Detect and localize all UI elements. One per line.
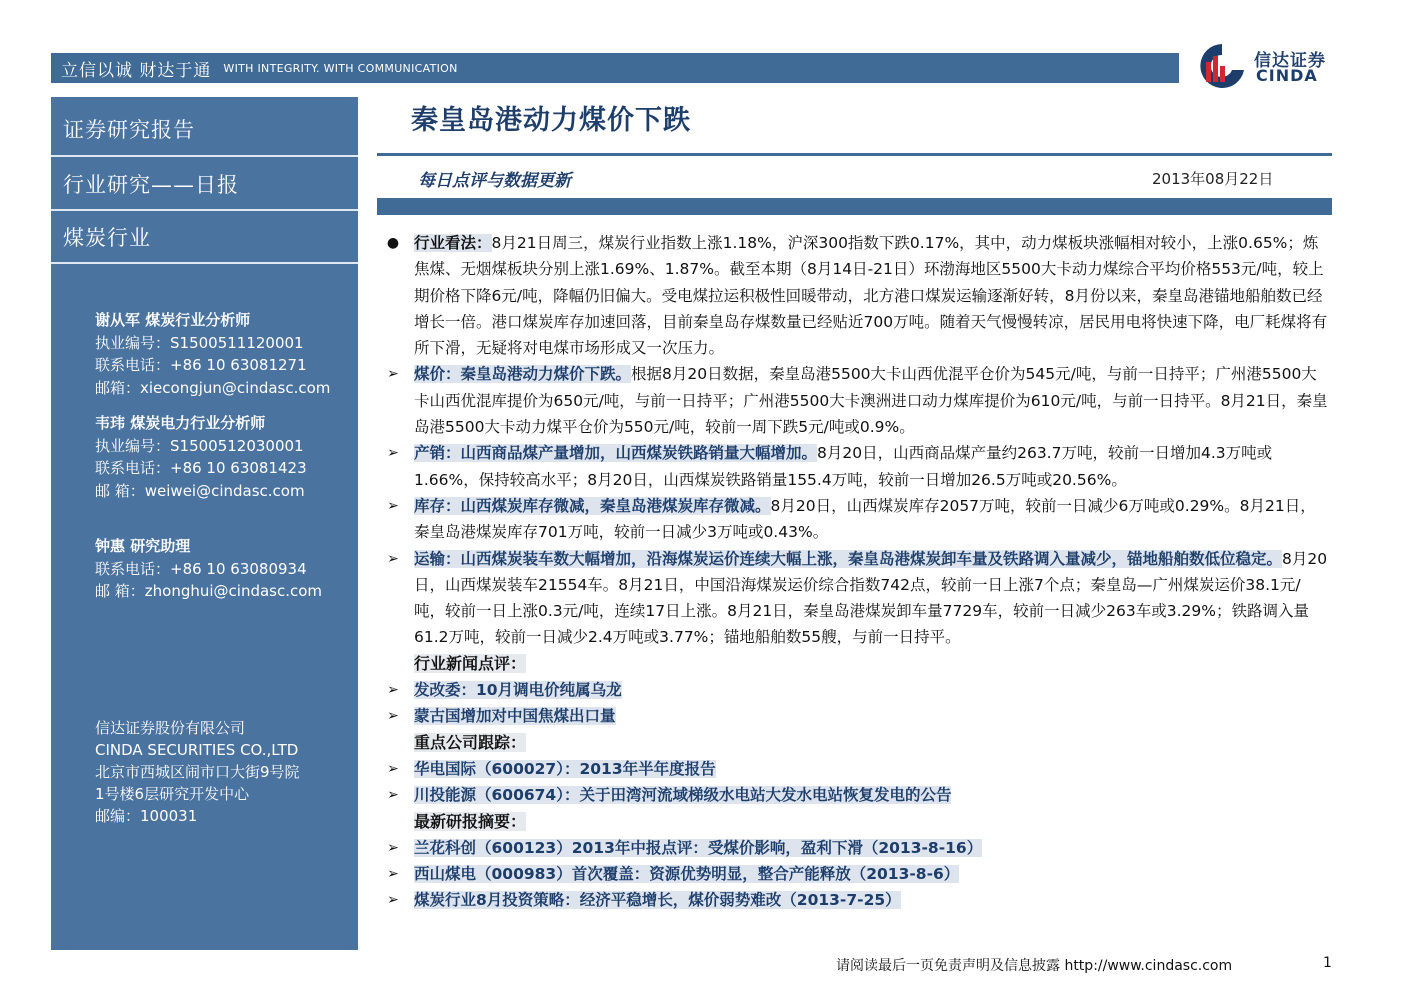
section-title-news: 行业新闻点评： [414,653,527,673]
paragraph-lead: 库存：山西煤炭库存微减，秦皇岛港煤炭库存微减。 [414,496,771,515]
report-date: 2013年08月22日 [1152,170,1274,188]
arrow-bullet-icon: ➢ [387,892,399,909]
black-circle-icon: ● [386,235,400,251]
arrow-bullet-icon: ➢ [387,708,399,725]
analyst-license: 执业编号：S1500511120001 [95,333,304,352]
arrow-bullet-icon: ➢ [387,866,399,883]
analyst-name: 谢从军 煤炭行业分析师 [95,311,251,329]
paragraph-text: 8月21日周三，煤炭行业指数上涨1.18%，沪深300指数下跌0.17%，其中，动力煤板块涨幅相对较小，上涨0.65%；炼焦煤、无烟煤板块分别上涨1.69%、1.87%。截至本期（8月14日-21日）环渤海地区5500大卡动力煤综合平均价格553元/吨，较上期价格下降6元/吨，降幅仍旧偏大。受电煤拉运积极性回暖带动，北方港口煤炭运输逐渐好转，8月份以来，秦皇岛港锚地船舶数已经增长一倍。港口煤炭库存加速回落，目前秦皇岛存煤数量已经贴近700万吨。随着天气慢慢转凉，居民用电将快速下降，电厂耗煤将有所下滑，无疑将对电煤市场形成又一次压力。 [414,234,1328,358]
paragraph-lead: 煤价：秦皇岛港动力煤价下跌。 [414,365,632,384]
logo-cn: 信达证券 [1254,51,1326,71]
arrow-bullet-icon: ➢ [387,550,399,567]
arrow-bullet-icon: ➢ [387,760,399,777]
report-link[interactable]: 西山煤电（000983）首次覆盖：资源优势明显，整合产能释放（2013-8-6） [414,865,960,884]
paragraph-text: 根据8月20日数据，秦皇岛港5500大卡山西优混平仓价为545元/吨，与前一日持平；广州港5500大卡山西优混库提价为650元/吨，与前一日持平；广州港5500大卡澳洲进口动力煤库提价为610元/吨，与前一日持平。8月21日，秦皇岛港5500大卡动力煤平仓价为550元/吨，较前一周下跌5元/吨或0.9%。 [414,365,1328,437]
section-title-company: 重点公司跟踪： [414,732,527,752]
analyst-email[interactable]: 邮 箱：zhonghui@cindasc.com [95,582,323,600]
paragraph-text: 8月20日，山西煤炭库存2057万吨，较前一日减少6万吨或0.29%。8月21日，秦皇岛港煤炭库存701万吨，较前一日减少3万吨或0.43%。 [414,496,1316,542]
news-link[interactable]: 蒙古国增加对中国焦煤出口量 [414,707,616,726]
list-item[interactable] [380,887,1330,913]
analyst-phone: 联系电话：+86 10 63081271 [95,356,307,374]
paragraph-inventory [380,493,1330,546]
arrow-bullet-icon: ➢ [387,839,399,856]
analyst-email[interactable]: 邮箱：xiecongjun@cindasc.com [95,378,331,397]
paragraph-text: 8月20日，山西煤炭装车21554车。8月21日，中国沿海煤炭运价综合指数742点，较前一日上涨7个点；秦皇岛—广州煤炭运价38.1元/吨，较前一日上涨0.3元/吨，连续17日上涨。8月21日，秦皇岛港煤炭卸车量7729车，较前一日减少263车或3.29%；铁路调入量61.2万吨，较前一日减少2.4万吨或3.77%；锚地船舶数55艘，与前一日持平。 [414,549,1328,647]
analyst-name: 钟惠 研究助理 [95,537,191,555]
cinda-logo [1192,40,1342,90]
slogan-en: WITH INTEGRITY. WITH COMMUNICATION [223,61,458,75]
arrow-bullet-icon: ➢ [387,497,399,514]
page-number: 1 [1323,955,1332,971]
slogan: 立信以诚 财达于通 [61,60,212,81]
company-name-en: CINDA SECURITIES CO.,LTD [95,741,299,759]
title-rule [377,153,1332,156]
list-item[interactable] [380,677,1330,703]
list-item[interactable] [380,756,1330,782]
arrow-bullet-icon: ➢ [387,682,399,699]
page-title: 秦皇岛港动力煤价下跌 [411,105,691,136]
paragraph-transport [380,546,1330,651]
logo-en: CINDA [1256,66,1318,85]
report-body [380,230,1330,914]
sidebar-divider [51,155,358,157]
analyst-license: 执业编号：S1500512030001 [95,436,304,455]
company-postcode: 邮编：100031 [95,807,198,825]
analyst-block [95,412,307,502]
sidebar-divider [51,262,358,264]
paragraph-text: 8月20日，山西商品煤产量约263.7万吨，较前一日增加4.3万吨或1.66%，保持较高水平；8月20日，山西煤炭铁路销量155.4万吨，较前一日增加26.5万吨或20.56%。 [414,444,1273,489]
analyst-block [95,309,330,399]
analyst-name: 韦玮 煤炭电力行业分析师 [95,414,266,432]
sidebar-head-report-type: 证券研究报告 [63,118,195,142]
company-link[interactable]: 川投能源（600674）：关于田湾河流域梯级水电站大发水电站恢复发电的公告 [414,786,952,805]
company-address: 北京市西城区闹市口大街9号院 [95,763,300,781]
page-subtitle: 每日点评与数据更新 [418,171,571,191]
list-item[interactable] [380,782,1330,808]
report-link[interactable]: 煤炭行业8月投资策略：经济平稳增长，煤价弱势难改（2013-7-25） [414,891,901,910]
arrow-bullet-icon: ➢ [387,366,399,383]
paragraph-industry-view [380,230,1330,361]
header-bar [51,53,1179,83]
sidebar-head-industry: 煤炭行业 [63,226,151,250]
analyst-phone: 联系电话：+86 10 63080934 [95,559,307,578]
list-item[interactable] [380,861,1330,887]
paragraph-lead: 行业看法： [414,234,492,252]
company-info [95,717,300,827]
sidebar-head-research-type: 行业研究——日报 [63,173,239,197]
arrow-bullet-icon: ➢ [387,787,399,804]
list-item[interactable] [380,703,1330,729]
analyst-email[interactable]: 邮 箱：weiwei@cindasc.com [95,481,305,500]
report-link[interactable]: 兰花科创（600123）2013年中报点评：受煤价影响，盈利下滑（2013-8-16） [414,838,983,857]
paragraph-lead: 产销：山西商品煤产量增加，山西煤炭铁路销量大幅增加。 [414,444,818,463]
sidebar [51,97,358,950]
paragraph-price [380,361,1330,440]
paragraph-production [380,440,1330,493]
list-item[interactable] [380,835,1330,861]
section-title-reports: 最新研报摘要： [414,811,527,831]
company-name-cn: 信达证券股份有限公司 [95,719,246,737]
company-link[interactable]: 华电国际（600027）：2013年半年度报告 [414,759,716,778]
news-link[interactable]: 发改委：10月调电价纯属乌龙 [414,681,622,700]
company-address-line2: 1号楼6层研究开发中心 [95,785,250,803]
analyst-phone: 联系电话：+86 10 63081423 [95,459,307,477]
arrow-bullet-icon: ➢ [387,445,399,462]
footer-disclaimer[interactable]: 请阅读最后一页免责声明及信息披露 http://www.cindasc.com [836,958,1233,974]
cinda-logo-icon [1192,40,1252,90]
analyst-block [95,535,322,603]
paragraph-lead: 运输：山西煤炭装车数大幅增加，沿海煤炭运价连续大幅上涨，秦皇岛港煤炭卸车量及铁路调入量减少，锚地船舶数低位稳定。 [414,549,1283,568]
header-band [377,198,1332,215]
